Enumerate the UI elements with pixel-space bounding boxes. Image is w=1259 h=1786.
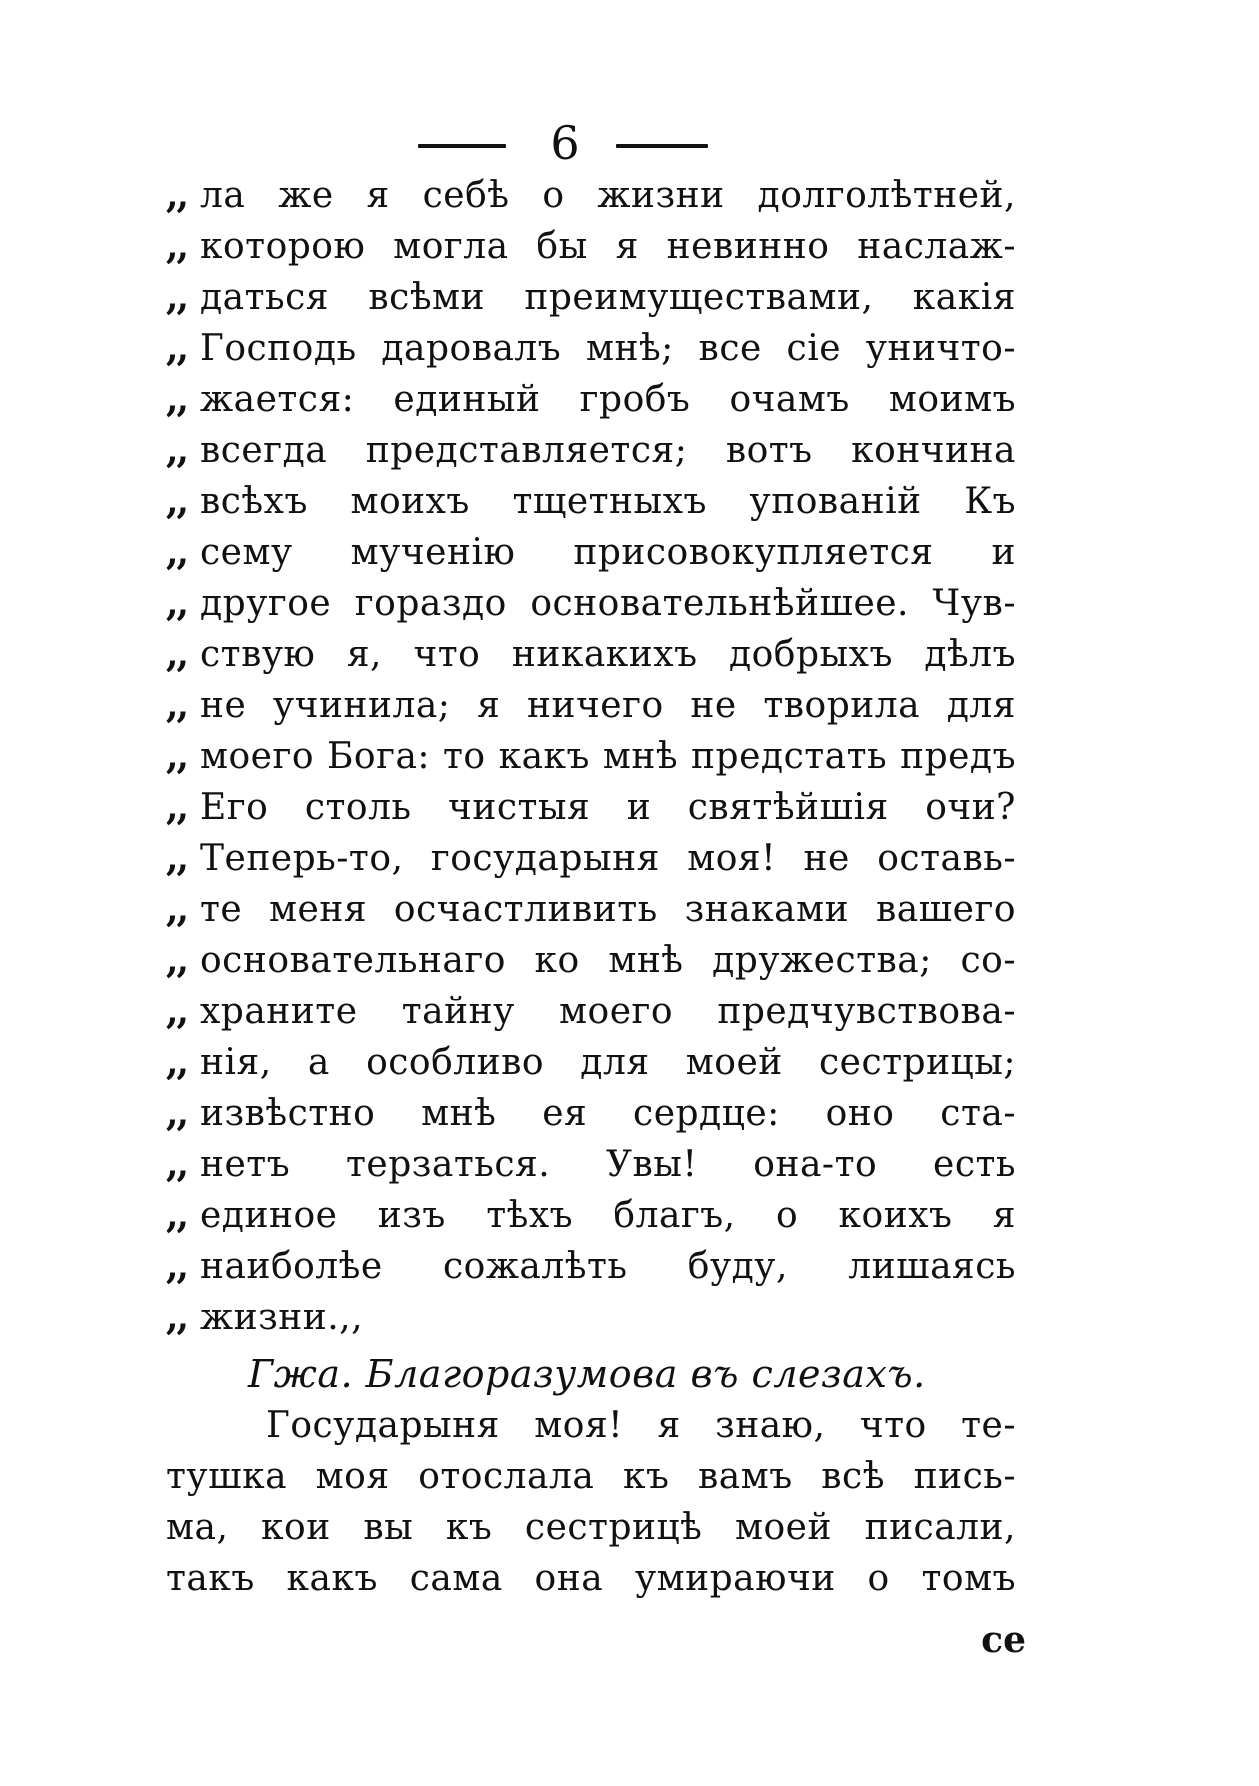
text-line — [166, 323, 1016, 374]
text-line — [166, 476, 1016, 527]
quote-mark: ,, — [166, 429, 188, 471]
quote-mark: ,, — [166, 837, 188, 879]
text-line — [166, 935, 1016, 986]
text-line — [166, 629, 1016, 680]
line-text: нія, а особливо для моей сестрицы; — [200, 1042, 1016, 1083]
line-text: которою могла бы я невинно наслаж- — [200, 226, 1016, 267]
page-header — [0, 118, 1259, 168]
text-line — [166, 1139, 1016, 1190]
speaker-heading: Гжа. Благоразумова въ слезахъ. — [248, 1352, 926, 1396]
catchword: се — [981, 1619, 1026, 1661]
line-text: даться всѣми преимуществами, какія — [200, 277, 1016, 318]
text-line — [166, 680, 1016, 731]
line-text: моего Бога: то какъ мнѣ предстать предъ — [200, 736, 1016, 777]
text-line — [166, 1088, 1016, 1139]
text-line — [166, 527, 1016, 578]
text-line — [166, 221, 1016, 272]
text-line — [166, 425, 1016, 476]
line-text: другое гораздо основательнѣйшее. Чув- — [200, 583, 1016, 624]
quote-mark: ,, — [166, 480, 188, 522]
line-text: Его столь чистыя и святѣйшія очи? — [200, 787, 1016, 828]
line-text: сему мученію присовокупляется и — [200, 532, 1016, 573]
quote-mark: ,, — [166, 225, 188, 267]
quote-mark: ,, — [166, 1143, 188, 1185]
paragraph-line: ма, кои вы къ сестрицѣ моей писали, — [166, 1507, 1016, 1548]
quote-mark: ,, — [166, 276, 188, 318]
text-line — [166, 272, 1016, 323]
paragraph-line: такъ какъ сама она умираючи о томъ — [166, 1558, 1016, 1599]
line-text: всегда представляется; вотъ кончина — [200, 430, 1016, 471]
text-line — [166, 374, 1016, 425]
text-line — [166, 884, 1016, 935]
quote-mark: ,, — [166, 174, 188, 216]
line-text: всѣхъ моихъ тщетныхъ упованій Къ — [200, 481, 1016, 522]
quote-mark: ,, — [166, 939, 188, 981]
line-text: Господь даровалъ мнѣ; все сіе уничто- — [200, 328, 1016, 369]
line-text: не учинила; я ничего не творила для — [200, 685, 1016, 726]
quote-mark: ,, — [166, 786, 188, 828]
header-rule-right — [616, 144, 708, 148]
line-text: ствую я, что никакихъ добрыхъ дѣлъ — [200, 634, 1016, 675]
line-text: единое изъ тѣхъ благъ, о коихъ я — [200, 1195, 1016, 1236]
quote-mark: ,, — [166, 1296, 188, 1338]
quote-mark: ,, — [166, 1041, 188, 1083]
quote-mark: ,, — [166, 1245, 188, 1287]
line-text: наиболѣе сожалѣть буду, лишаясь — [200, 1246, 1016, 1287]
quote-mark: ,, — [166, 1092, 188, 1134]
line-text: основательнаго ко мнѣ дружества; со- — [200, 940, 1016, 981]
quote-mark: ,, — [166, 684, 188, 726]
line-text: жается: единый гробъ очамъ моимъ — [200, 379, 1016, 420]
text-line — [166, 833, 1016, 884]
quote-mark: ,, — [166, 990, 188, 1032]
quote-mark: ,, — [166, 1194, 188, 1236]
quote-mark: ,, — [166, 735, 188, 777]
header-rule-left — [418, 144, 506, 148]
line-text: извѣстно мнѣ ея сердце: оно ста- — [200, 1093, 1016, 1134]
body-text — [166, 170, 1016, 1604]
line-text: жизни.,, — [200, 1297, 364, 1338]
line-text: Теперь-то, государыня моя! не оставь- — [200, 838, 1016, 879]
quote-mark: ,, — [166, 888, 188, 930]
line-text: храните тайну моего предчувствова- — [200, 991, 1016, 1032]
paragraph-line: Государыня моя! я знаю, что те- — [266, 1405, 1016, 1446]
text-line — [166, 1190, 1016, 1241]
text-line — [166, 170, 1016, 221]
text-line — [166, 1292, 1016, 1343]
text-line — [166, 1241, 1016, 1292]
text-line — [166, 782, 1016, 833]
quote-mark: ,, — [166, 582, 188, 624]
line-text: ла же я себѣ о жизни долголѣтней, — [200, 175, 1016, 216]
text-line — [166, 578, 1016, 629]
page-number: 6 — [550, 116, 580, 170]
quote-mark: ,, — [166, 633, 188, 675]
quote-mark: ,, — [166, 531, 188, 573]
text-line — [166, 986, 1016, 1037]
paragraph-line: тушка моя отослала къ вамъ всѣ пись- — [166, 1456, 1016, 1497]
line-text: те меня осчастливить знаками вашего — [200, 889, 1016, 930]
line-text: нетъ терзаться. Увы! она-то есть — [200, 1144, 1016, 1185]
text-line — [166, 1037, 1016, 1088]
quote-mark: ,, — [166, 327, 188, 369]
quote-mark: ,, — [166, 378, 188, 420]
text-line — [166, 731, 1016, 782]
